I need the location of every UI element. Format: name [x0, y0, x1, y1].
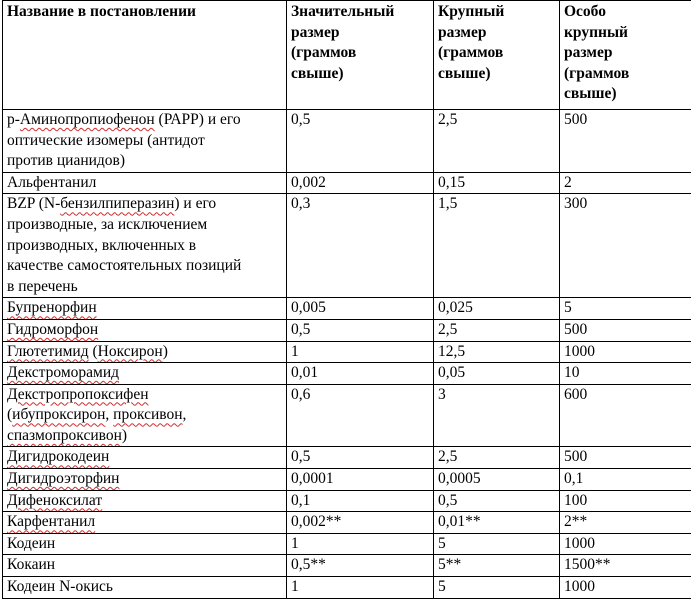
spellcheck-underline: Карфентанил — [7, 513, 95, 530]
spellcheck-underline: Бупренорфин — [7, 299, 97, 316]
cell-significant-size: 0,3 — [287, 194, 434, 298]
cell-very-large-size: 600 — [560, 384, 691, 447]
substance-name-line — [7, 513, 95, 530]
substance-name-line: Кодеин — [7, 535, 55, 552]
substance-name-line — [7, 492, 102, 509]
substance-name-line: Кокаин — [7, 556, 55, 573]
cell-significant-size: 1 — [287, 533, 434, 555]
cell-significant-size: 0,002** — [287, 512, 434, 534]
cell-substance-name — [3, 469, 287, 491]
cell-large-size: 0,025 — [434, 298, 560, 320]
cell-significant-size: 0,1 — [287, 490, 434, 512]
cell-very-large-size: 1500** — [560, 555, 691, 577]
header-line: Особо — [564, 3, 606, 20]
substance-name-line — [7, 321, 98, 338]
cell-very-large-size: 500 — [560, 319, 691, 341]
cell-very-large-size: 2 — [560, 172, 691, 194]
cell-large-size: 3 — [434, 384, 560, 447]
cell-large-size: 0,0005 — [434, 469, 560, 491]
spellcheck-underline: спазмопроксивон — [7, 427, 122, 444]
cell-large-size: 5** — [434, 555, 560, 577]
header-significant-size — [287, 1, 434, 110]
cell-large-size: 0,01** — [434, 512, 560, 534]
header-line: (граммов — [291, 44, 356, 61]
header-line: свыше) — [438, 65, 490, 82]
substance-name-line: Глютетимид (Ноксирон) — [7, 343, 168, 360]
header-line: (граммов — [564, 65, 629, 82]
header-line: Название в постановлении — [7, 3, 196, 20]
spellcheck-underline: Декстроморамид — [7, 364, 119, 381]
table-row — [3, 319, 691, 341]
cell-very-large-size: 500 — [560, 109, 691, 172]
cell-significant-size: 0,5** — [287, 555, 434, 577]
substance-name-line — [7, 299, 97, 316]
cell-significant-size: 1 — [287, 341, 434, 363]
cell-substance-name — [3, 319, 287, 341]
cell-large-size: 5 — [434, 577, 560, 599]
spellcheck-underline: Декстропропоксифен — [7, 386, 149, 403]
substance-name-line — [7, 448, 109, 465]
cell-significant-size: 0,5 — [287, 319, 434, 341]
table-body — [3, 109, 691, 598]
cell-substance-name — [3, 533, 287, 555]
cell-significant-size: 0,005 — [287, 298, 434, 320]
substance-name-line — [7, 364, 119, 381]
table-row — [3, 577, 691, 599]
cell-significant-size: 0,5 — [287, 447, 434, 469]
table-row — [3, 447, 691, 469]
cell-very-large-size: 1000 — [560, 533, 691, 555]
cell-substance-name — [3, 490, 287, 512]
table-header-row — [3, 1, 691, 110]
cell-very-large-size: 10 — [560, 363, 691, 385]
header-line: размер — [291, 24, 339, 41]
table-row — [3, 555, 691, 577]
narcotics-size-table — [2, 0, 691, 599]
cell-substance-name — [3, 194, 287, 298]
cell-significant-size: 0,6 — [287, 384, 434, 447]
table-row — [3, 194, 691, 298]
cell-large-size: 12,5 — [434, 341, 560, 363]
header-line: крупный — [564, 24, 628, 41]
table-row — [3, 341, 691, 363]
header-line: размер — [438, 24, 486, 41]
spellcheck-underline: Дифеноксилат — [7, 492, 102, 509]
substance-name-line: Кодеин N-окись — [7, 578, 113, 595]
substance-name-line: спазмопроксивон) — [7, 427, 127, 444]
table-row — [3, 469, 691, 491]
cell-large-size: 2,5 — [434, 447, 560, 469]
header-line: свыше) — [564, 85, 616, 102]
substance-name-line: производные, за исключением — [7, 216, 207, 233]
header-large-size — [434, 1, 560, 110]
table-row — [3, 363, 691, 385]
cell-large-size: 2,5 — [434, 109, 560, 172]
cell-significant-size: 0,01 — [287, 363, 434, 385]
cell-substance-name — [3, 577, 287, 599]
spellcheck-underline: бензилпиперазин — [60, 195, 174, 212]
substance-name-line: оптические изомеры (антидот — [7, 132, 205, 149]
cell-very-large-size: 1000 — [560, 341, 691, 363]
cell-very-large-size: 500 — [560, 447, 691, 469]
cell-significant-size: 0,0001 — [287, 469, 434, 491]
spellcheck-underline: проксивон — [113, 406, 182, 423]
spellcheck-underline: Гидроморфон — [7, 321, 98, 338]
cell-substance-name — [3, 363, 287, 385]
substance-name-line: (ибупроксирон, проксивон, — [7, 406, 186, 423]
substance-name-line: против цианидов) — [7, 152, 125, 169]
substance-name-line — [7, 386, 149, 403]
cell-large-size: 0,5 — [434, 490, 560, 512]
cell-very-large-size: 100 — [560, 490, 691, 512]
cell-very-large-size: 1000 — [560, 577, 691, 599]
cell-very-large-size: 0,1 — [560, 469, 691, 491]
cell-substance-name — [3, 298, 287, 320]
header-line: Значительный — [291, 3, 394, 20]
table-row — [3, 109, 691, 172]
cell-large-size: 1,5 — [434, 194, 560, 298]
substance-name-line: качестве самостоятельных позиций — [7, 257, 241, 274]
cell-substance-name — [3, 341, 287, 363]
table-row — [3, 490, 691, 512]
table-row — [3, 172, 691, 194]
cell-very-large-size: 2** — [560, 512, 691, 534]
cell-large-size: 2,5 — [434, 319, 560, 341]
cell-large-size: 0,05 — [434, 363, 560, 385]
spellcheck-underline: Дигидрокодеин — [7, 448, 109, 465]
header-line: Крупный — [438, 3, 504, 20]
spellcheck-underline: Ноксирон — [98, 343, 163, 360]
header-line: (граммов — [438, 44, 503, 61]
substance-name-line: в перечень — [7, 278, 78, 295]
substance-name-line: Альфентанил — [7, 174, 96, 191]
cell-substance-name — [3, 384, 287, 447]
cell-substance-name — [3, 447, 287, 469]
spellcheck-underline: Глютетимид — [7, 343, 89, 360]
cell-substance-name — [3, 109, 287, 172]
spellcheck-underline: Дигидроэторфин — [7, 470, 119, 487]
table-row — [3, 512, 691, 534]
substance-name-line: BZP (N-бензилпиперазин) и его — [7, 195, 216, 212]
cell-significant-size: 0,002 — [287, 172, 434, 194]
header-line: размер — [564, 44, 612, 61]
cell-very-large-size: 5 — [560, 298, 691, 320]
table-row — [3, 384, 691, 447]
header-line: свыше) — [291, 65, 343, 82]
header-name — [3, 1, 287, 110]
cell-substance-name — [3, 555, 287, 577]
cell-significant-size: 0,5 — [287, 109, 434, 172]
cell-substance-name — [3, 512, 287, 534]
spellcheck-underline: Аминопропиофенон — [20, 111, 155, 128]
substance-name-line: производных, включенных в — [7, 237, 196, 254]
table-row — [3, 533, 691, 555]
table-row — [3, 298, 691, 320]
substance-name-line — [7, 470, 119, 487]
spellcheck-underline: ибупроксирон — [12, 406, 105, 423]
substance-name-line: р-Аминопропиофенон (РАРР) и его — [7, 111, 241, 128]
cell-very-large-size: 300 — [560, 194, 691, 298]
cell-large-size: 5 — [434, 533, 560, 555]
cell-significant-size: 1 — [287, 577, 434, 599]
cell-substance-name — [3, 172, 287, 194]
cell-large-size: 0,15 — [434, 172, 560, 194]
header-very-large-size — [560, 1, 691, 110]
